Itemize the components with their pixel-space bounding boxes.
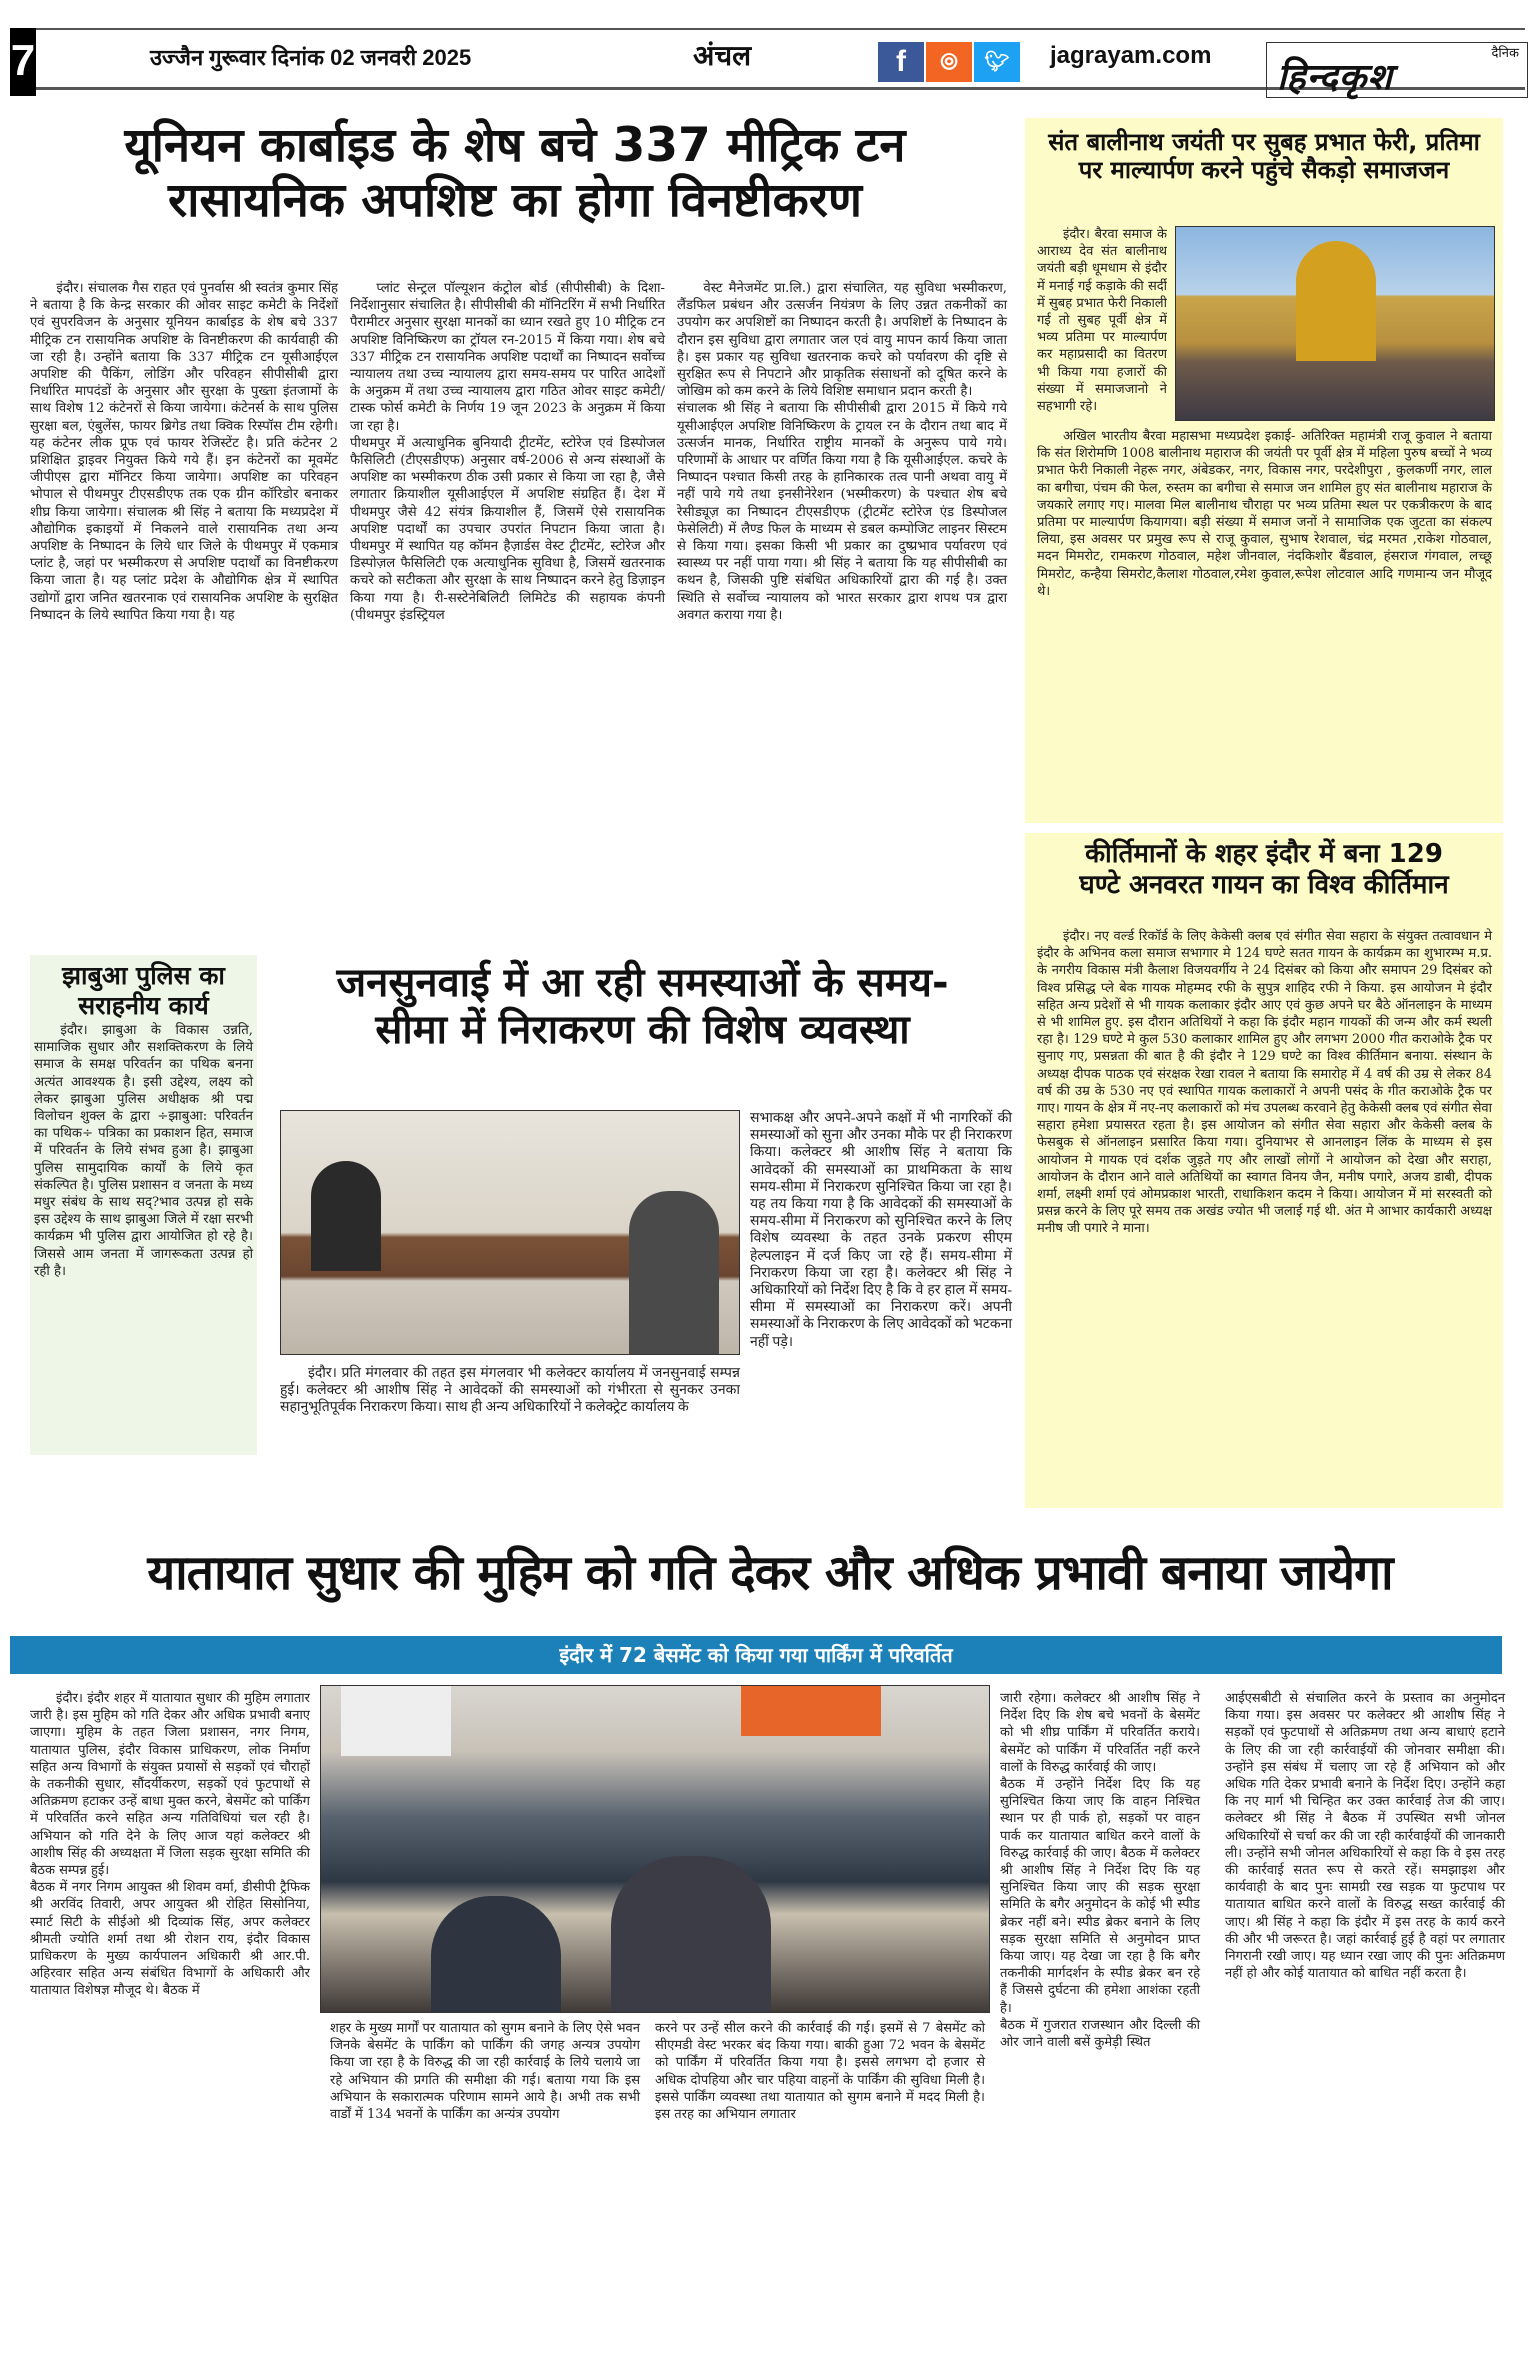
story1-col1-text: इंदौर। संचालक गैस राहत एवं पुनर्वास श्री स्वतंत्र कुमार सिंह ने बताया है कि केन्द्र सरकार की ओवर साइट कमेटी के निर्देशों एवं सुपरविजन के अनुसार यूनियन कार्बाइड के शेष बचे 337 मीट्रिक टन रासायनिक अपशिष्ट के विनष्टीकरण की कार्यवाही की जा रही है। उन्होंने बताया कि 337 मीट्रिक टन यूसीआईएल अपशिष्ट की पैकिंग, लोडिंग और परिवहन सीपीसीबी द्वारा निर्धारित मापदंडों के अनुसार और सुरक्षा के पुख्ता इंतजामों के साथ विशेष 12 कंटेनरों से किया जायेगा। कंटेनर्स के साथ पुलिस सुरक्षा बल, एंबुलेंस, फायर ब्रिगेड तथा क्विक रिस्पॉस टीम रहेगी। यह कंटेनर लीक प्रूफ एवं फायर रेजिस्टेंट है। प्रति कंटेनर 2 प्रशिक्षित ड्राइवर नियुक्त किये गये हैं। इन कंटेनरों का मूवमेंट जीपीएस द्वारा मॉनिटर किया जायेगा। अपशिष्ट का परिवहन भोपाल से पीथमपुर टीएसडीएफ तक एक ग्रीन कॉरिडोर बनाकर शीघ्र किया जायेगा। संचालक श्री सिंह ने बताया कि मध्यप्रदेश में औद्योगिक इकाइयों में निकलने वाले रासायनिक तथा अन्य अपशिष्ट के निष्पादन के लिये धार जिले के पीथमपुर में एकमात्र प्लांट है, जहां पर भस्मीकरण से अपशिष्ट पदार्थों का विनष्टीकरण किया जाता है। यह प्लांट प्रदेश के औद्योगिक क्षेत्र में स्थापित उद्योगों द्वारा जनित खतरनाक एवं रासायनिक अपशिष्ट के सुरक्षित निष्पादन के लिये स्थापित किया गया है। यह [30, 281, 338, 623]
person-shape [611, 1856, 771, 2013]
story6-col3 [655, 2020, 985, 2123]
story6-col3-text: करने पर उन्हें सील करने की कार्रवाई की गई। इसमें से 7 बेसमेंट को सीएमडी वेस्ट भरकर बंद किया गया। बाकी हुआ 72 भवन के बेसमेंट को पार्किंग में परिवर्तित किया गया है। इससे लगभग दो हजार से अधिक दोपहिया और चार पहिया वाहनों के पार्किंग की सुविधा मिली है। इससे पार्किंग व्यवस्था तथा यातायात को सुगम बनाने में मदद मिली है। इस तरह का अभियान लगातार [655, 2021, 985, 2123]
dateline: उज्जैन गुरूवार दिनांक 02 जनवरी 2025 [150, 45, 472, 70]
story5-bottom-text: इंदौर। प्रति मंगलवार की तहत इस मंगलवार भी कलेक्टर कार्यालय में जनसुनवाई सम्पन्न हुई। कलेक्टर श्री आशीष सिंह ने आवेदकों की समस्याओं को गंभीरता से सुनकर उनका सहानुभूतिपूर्वक निराकरण किया। साथ ही अन्य अधिकारियों ने कलेक्ट्रेट कार्यालय के [280, 1366, 740, 1416]
facebook-icon[interactable]: f [878, 42, 924, 82]
story1-headline-line1: यूनियन कार्बाइड के शेष बचे 337 मीट्रिक टन [124, 118, 906, 173]
story2-headline-line1: संत बालीनाथ जयंती पर सुबह प्रभात फेरी, प्रतिमा [1048, 128, 1480, 156]
story6-headline: यातायात सुधार की मुहिम को गति देकर और अधिक प्रभावी बनाया जायेगा [147, 1545, 1393, 1601]
story6-col2-text: शहर के मुख्य मार्गों पर यातायात को सुगम बनाने के लिए ऐसे भवन जिनके बेसमेंट के पार्किंग को पार्किंग की जगह अन्यत्र उपयोग किया जा रहा है के विरुद्ध की जा रही कार्रवाई के लिये चलाये जा रहे अभियान की प्रगति की समीक्षा की गई। बताया गया कि इस अभियान के सकारात्मक परिणाम सामने आये है। अभी तक सभी वार्डों में 134 भवनों के पार्किंग का अन्यंत्र उपयोग [330, 2021, 640, 2123]
story5-photo [280, 1110, 740, 1355]
story1-col3 [677, 280, 1007, 930]
story5-headline [270, 960, 1015, 1054]
story3-headline-line1: कीर्तिमानों के शहर इंदौर में बना 129 [1085, 839, 1443, 869]
story6-col4 [1000, 1690, 1200, 2051]
story6-photo [320, 1685, 990, 2013]
newspaper-logo [1266, 42, 1528, 98]
page-number: 7 [10, 28, 36, 96]
story6-col5-text: आईएसबीटी से संचालित करने के प्रस्ताव का अनुमोदन किया गया। इस अवसर पर कलेक्टर श्री आशीष सिंह ने सड़कों एवं फुटपाथों से अतिक्रमण तथा अन्य बाधाएं हटाने के लिए की जा रही कार्रवाईयों की जोनवार समीक्षा की। उन्होंने इस संबंध में चलाए जा रहे हैं अभियान को और अधिक गति देकर प्रभावी बनाने के निर्देश दिए। उन्होंने कहा कि नए मार्ग भी चिन्हित कर उक्त कार्रवाई तेज की जाए। कलेक्टर श्री सिंह ने बैठक में उपस्थित सभी जोनल अधिकारियों से चर्चा कर की जा रही कार्रवाईयों की जानकारी ली। उन्होंने सभी जोनल अधिकारियों से कहा कि वे इस तरह की कार्रवाई सतत रूप से करते रहें। समझाइश और कार्यवाही के बाद पुनः सामग्री रख सड़क या फुटपाथ पर यातायात बाधित करने वालों के विरुद्ध सख्त कार्रवाई की जाए। श्री सिंह ने कहा कि इंदौर में इस तरह के कार्य करने की और भी जरूरत है। जहां कार्रवाई हुई है वहां पर लगातार निगरानी रखी जाए। यह ध्यान रखा जाए की पुनः अतिक्रमण नहीं हो और कोई यातायात को बाधित नहीं करता है। [1225, 1691, 1505, 1982]
story3-headline [1025, 833, 1503, 900]
logo-prefix: दैनिक [1491, 46, 1519, 61]
story5-side [750, 1110, 1012, 1351]
logo-name: हिन्दकृश [1277, 57, 1393, 98]
story2-box [1025, 118, 1503, 823]
screen-shape [341, 1686, 451, 1756]
story3-body-text: इंदौर। नए वर्ल्ड रिकॉर्ड के लिए केकेसी क्लब एवं संगीत सेवा सहारा के संयुक्त तत्वावधान मे इंदौर के अभिनव कला समाज सभागार मे 124 घण्टे सतत गायन के कार्यक्रम का शुभारम्भ म.प्र. के नगरीय विकास मंत्री कैलाश विजयवर्गीय ने 24 दिसंबर को किया और समापन 29 दिसंबर को विश्व प्रसिद्ध प्ले बेक गायक मोहम्मद रफी के सुपुत्र शाहिद रफी ने किया. इस आयोजन मे इंदौर सहित अन्य प्रदेशों से भी गायक कलाकार इंदौर आए एवं कुछ अपने घर बैठे ऑनलाइन के माध्यम से भी शामिल हुए. इस दौरान अतिथियों ने कहा कि इंदौर महान गायकों की जन्म और कर्म स्थली रहा है। 129 घण्टे मे कुल 530 कलाकार शामिल हुए और लगभग 2000 गीत कराओके ट्रैक पर सुनाए गए, प्रसन्नता की बात है की इंदौर ने 129 घण्टे का विश्व कीर्तिमान बनाया. संस्थान के अध्यक्ष दीपक पाठक एवं संरक्षक रेखा रावल ने बताया कि समारोह में 4 वर्ष की उम्र से लेकर 84 वर्ष की उम्र के 530 नए एवं स्थापित गायक कलाकारों ने अपनी पसंद के गीत कराओके ट्रैक पर गाए। गायन के क्षेत्र में नए-नए कलाकारों को मंच उपलब्ध करवाने हेतु केकेसी क्लब एवं संगीत सेवा सहारा हमेशा प्रयासरत रहता है। इस आयोजन को संगीत सेवा सहारा और केकेसी क्लब के फेसबुक से ऑनलाइन प्रसारित किया गया। दुनियाभर से आनलाइन लिंक के माध्यम से इस आयोजन मे गायक एवं दर्शक जुड़ते गए और लाखों लोगों ने आयोजन को देखा और सराहा, आयोजन के दौरान आने वाले अतिथियों का स्वागत विनय जैन, मनीष पगारे, अजय डाबी, दीपक शर्मा, लक्ष्मी शर्मा एवं ओमप्रकाश भारती, राधाकिशन कदम ने किया। आयोजन में मां सरस्वती को प्रसन्न करने के लिए पूरे समय तक अखंड ज्योत भी जलाई गई थी. अंत मे आभार कार्यकारी अध्यक्ष मनीष जी पगारे ने माना। [1037, 929, 1492, 1237]
story3-box [1025, 833, 1503, 1508]
story1-headline-line2: रासायनिक अपशिष्ट का होगा विनष्टीकरण [168, 173, 862, 229]
story2-body [1037, 428, 1492, 600]
story5-headline-line2: सीमा में निराकरण की विशेष व्यवस्था [375, 1007, 910, 1054]
story4-headline-line2: सराहनीय कार्य [78, 990, 209, 1020]
story1-col2 [350, 280, 665, 930]
rss-icon[interactable]: ⦾ [926, 42, 972, 82]
story4-body [30, 1020, 257, 1282]
statue-shape [1296, 241, 1376, 361]
story4-box [30, 955, 257, 1455]
story6-col1-text: इंदौर। इंदौर शहर में यातायात सुधार की मुहिम लगातार जारी है। इस मुहिम को गति देकर और अधिक प्रभावी बनाए जाएगा। मुहिम के तहत जिला प्रशासन, नगर निगम, यातायात पुलिस, इंदौर विकास प्राधिकरण, लोक निर्माण सहित अन्य विभागों के संयुक्त प्रयासों से सड़कों एवं चौराहों के तकनीकी सुधार, सौंदर्यीकरण, सड़कों एवं फुटपाथों से अतिक्रमण हटाकर उन्हें बाधा मुक्त करने, बेसमेंट को पार्किंग में परिवर्तित करने सहित अन्य गतिविधियां चल रही है। अभियान को गति देने के लिए आज यहां कलेक्टर श्री आशीष सिंह की अध्यक्षता में जिला सड़क सुरक्षा समिति की बैठक सम्पन्न हुई। बैठक में नगर निगम आयुक्त श्री शिवम वर्मा, डीसीपी ट्रैफिक श्री अरविंद तिवारी, अपर आयुक्त श्री रोहित सिसोनिया, स्मार्ट सिटी के सीईओ श्री दिव्यांक सिंह, अपर कलेक्टर श्रीमती ज्योति शर्मा तथा श्री रोशन राय, इंदौर विकास प्राधिकरण के मुख्य कार्यपालन अधिकारी श्री आर.पी. अहिरवार सहित अन्य संबंधित विभागों के अधिकारी और यातायात विशेषज्ञ मौजूद थे। बैठक में [30, 1691, 310, 1999]
person-shape [431, 1896, 561, 2013]
story4-headline [30, 955, 257, 1020]
story3-body [1037, 928, 1492, 1238]
story1-col1 [30, 280, 338, 930]
story1-headline [20, 118, 1010, 229]
story2-intro-text: इंदौर। बैरवा समाज के आराध्य देव संत बालीनाथ जयंती बड़ी धूमधाम से इंदौर में मनाई गई कड़ाके की सर्दी में सुबह प्रभात फेरी निकाली गई तो सुबह पूर्वी क्षेत्र में भव्य प्रतिमा पर माल्यार्पण कर महाप्रसादी का वितरण भी किया गया हजारों की संख्या में समाजजानो ने सहभागी रहे। [1037, 227, 1167, 415]
story6-col2 [330, 2020, 640, 2123]
story1-col3-text: वेस्ट मैनेजमेंट प्रा.लि.) द्वारा संचालित, यह सुविधा भस्मीकरण, लैंडफिल प्रबंधन और उत्सर्जन नियंत्रण के लिए उन्नत तकनीकों का उपयोग कर अपशिष्टों का निष्पादन करती है। अपशिष्टों के निष्पादन के दौरान इस सुविधा द्वारा लगातार जल एवं वायु मापन कार्य किया जाता है। इस प्रकार यह सुविधा खतरनाक कचरे को पर्यावरण की दृष्टि से सुरक्षित रूप से निपटाने और प्राकृतिक संसाधनों को दूषित करने के जोखिम को कम करने के लिये विशिष्ट समाधान प्रदान करती है। संचालक श्री सिंह ने बताया कि सीपीसीबी द्वारा 2015 में किये गये यूसीआईएल अपशिष्ट विनिष्किरण के ट्रायल रन के दौरान तथा बाद में उत्सर्जन मानक, निर्धारित राष्ट्रीय मानकों के अनुरूप पाये गये। परिणामों के आधार पर वर्णित किया गया है कि यूसीआईएल. कचरे के निष्पादन पश्चात किसी तरह के हानिकारक तत्व पानी अथवा वायु में नहीं पाये गये तथा इनसीनेरेशन (भस्मीकरण) के पश्चात शेष बचे रेसीड्यूज़ का निष्पादन टीएसडीएफ (ट्रीटमेंट स्टोरेज एंड डिस्पोजल फेसेलिटी) में लैण्ड फिल के माध्यम से डबल कम्पोजिट लाइनर सिस्टम से किया गया। इसका किसी भी प्रकार का दुष्प्रभाव पर्यावरण एवं स्वास्थ्य पर नहीं पाया गया। श्री सिंह ने बताया कि यह सीपीसीबी का कथन है, जिसकी पुष्टि संबंधित अधिकारियों द्वारा की गई है। उक्त स्थिति से सर्वोच्च न्यायालय को भारत सरकार द्वारा शपथ पत्र द्वारा अवगत कराया गया है। [677, 281, 1007, 623]
story6-col1 [30, 1690, 310, 2000]
story4-body-text: इंदौर। झाबुआ के विकास उन्नति, सामाजिक सुधार और सशक्तिकरण के लिये समाज के समक्ष परिवर्तन का पथिक बनना अत्यंत आवश्यक है। इसी उद्देश्य, लक्ष्य को लेकर झाबुआ पुलिस अधीक्षक श्री पद्म विलोचन शुक्ल के द्वारा ÷झाबुआ: परिवर्तन का पथिक÷ पत्रिका का प्रकाशन हित, समाज में परिवर्तन के लिये संभव हुआ है। झाबुआ पुलिस सामुदायिक कार्यों के लिये कृत संकल्पित है। पुलिस प्रशासन व जनता के मध्य मधुर संबंध के साथ सद्?भाव उत्पन्न हो सके इस उद्देश्य के साथ झाबुआ जिले में रक्षा सरभी कार्यक्रम भी पुलिस द्वारा आयोजित हो रहे है। जिससे आम जनता में जागरूकता उत्पन्न हो रही है। [34, 1023, 253, 1279]
website-link[interactable]: jagrayam.com [1050, 42, 1212, 69]
story6-col5 [1225, 1690, 1505, 1982]
story4-headline-line1: झाबुआ पुलिस का [62, 961, 225, 990]
story3-headline-line2: घण्टे अनवरत गायन का विश्व कीर्तिमान [1079, 869, 1449, 900]
story2-photo [1175, 226, 1495, 421]
story2-headline-line2: पर माल्यार्पण करने पहुंचे सैकड़ो समाजजन [1078, 156, 1450, 185]
story6-col4-text: जारी रहेगा। कलेक्टर श्री आशीष सिंह ने निर्देश दिए कि शेष बचे भवनों के बेसमेंट को भी शीघ्र पार्किंग में परिवर्तित कराये। बेसमेंट को पार्किंग में परिवर्तित नहीं करने वालों के विरुद्ध कार्रवाई की जाए। बैठक में उन्होंने निर्देश दिए कि यह सुनिश्चित किया जाए कि वाहन निश्चित स्थान पर ही पार्क हो, सड़कों पर वाहन पार्क कर यातायात बाधित करने वालों के विरुद्ध कार्रवाई की जाए। बैठक में कलेक्टर श्री आशीष सिंह ने निर्देश दिए कि यह सुनिश्चित किया जाए की सड़क सुरक्षा समिति के बगैर अनुमोदन के कोई भी स्पीड ब्रेकर नहीं बने। स्पीड ब्रेकर बनाने के लिए सड़क सुरक्षा समिति से अनुमोदन प्राप्त किया जाए। यह देखा जा रहा है कि बगैर तकनीकी मार्गदर्शन के स्पीड ब्रेकर बन रहे हैं जिससे दुर्घटना की हमेशा आशंका रहती है। बैठक में गुजरात राजस्थान और दिल्ली की ओर जाने वाली बसें कुमेड़ी स्थित [1000, 1691, 1200, 2051]
orange-wall-panel [741, 1686, 881, 1736]
story2-intro [1037, 226, 1167, 421]
story5-side-text: सभाकक्ष और अपने-अपने कक्षों में भी नागरिकों की समस्याओं को सुना और उनका मौके पर ही निराकरण किया। कलेक्टर श्री आशीष सिंह ने बताया कि आवेदकों की समस्याओं का प्राथमिकता के साथ समय-सीमा में निराकरण सुनिश्चित किया जा रहा है। यह तय किया गया है कि आवेदकों की समस्याओं के समय-सीमा में निराकरण को सुनिश्चित करने के लिए विशेष व्यवस्था के तहत उनके प्रकरण सीएम हेल्पलाइन में दर्ज किए जा रहे हैं। समय-सीमा में निराकरण किया जा रहा है। कलेक्टर श्री सिंह ने अधिकारियों को निर्देश दिए है कि वे हर हाल में समय-सीमा में समस्याओं का निराकरण करें। अपनी समस्याओं के निराकरण के लिए आवेदकों को भटकना नहीं पड़े। [750, 1111, 1012, 1350]
story6-subheadline: इंदौर में 72 बेसमेंट को किया गया पार्किंग में परिवर्तित [10, 1636, 1502, 1674]
twitter-icon[interactable]: 🐦︎ [974, 42, 1020, 82]
story5-headline-line1: जनसुनवाई में आ रही समस्याओं के समय- [336, 960, 949, 1006]
story1-col2-text: प्लांट सेन्ट्रल पॉल्यूशन कंट्रोल बोर्ड (सीपीसीबी) के दिशा-निर्देशानुसार संचालित है। सीपीसीबी की मॉनिटरिंग में सभी निर्धारित पैरामीटर अनुसार सुरक्षा मानकों का ध्यान रखते हुए 10 मीट्रिक टन अपशिष्ट विनिष्किरण का ट्रॉयल रन-2015 में किया गया। शेष बचे 337 मीट्रिक टन रासायनिक अपशिष्ट पदार्थों का निष्पादन सर्वोच्च न्यायालय तथा उच्च न्यायालय द्वारा समय-समय पर पारित आदेशों के अनुक्रम में तथा उच्च न्यायालय द्वारा गठित ओवर साइट कमेटी/टास्क फोर्स कमेटी के निर्णय 19 जून 2023 के अनुक्रम में किया जा रहा है। पीथमपुर में अत्याधुनिक बुनियादी ट्रीटमेंट, स्टोरेज एवं डिस्पोजल फैसिलिटी (टीएसडीएफ) अनुसार वर्ष-2006 से अन्य संस्थाओं के अपशिष्ट का भस्मीकरण ठीक उसी प्रकार से किया जा रहा है, जैसे लगातार क्रियाशील यूसीआईएल में अपशिष्ट संग्रहित हैं। देश में पीथमपुर जैसे 42 संयंत्र क्रियाशील हैं, जिसमें ऐसे रासायनिक अपशिष्ट पदार्थों का उपचार उपरांत निपटान किया जाता है। पीथमपुर में स्थापित यह कॉमन हैज़ार्डस वेस्ट ट्रीटमेंट, स्टोरेज और डिस्पोज़ल फैसिलिटी एक अत्याधुनिक सुविधा है, जिसमें खतरनाक कचरे को सटीकता और सुरक्षा के साथ निष्पादन करने हेतु डिज़ाइन किया गया है। री-सस्टेनेबिलिटी लिमिटेड की सहायक कंपनी (पीथमपुर इंडस्ट्रियल [350, 281, 665, 623]
story2-headline [1025, 118, 1503, 185]
story5-bottom [280, 1365, 740, 1417]
person-shape [629, 1191, 719, 1355]
story2-body-text: अखिल भारतीय बैरवा महासभा मध्यप्रदेश इकाई- अतिरिक्त महामंत्री राजू कुवाल ने बताया कि संत शिरोमणि 1008 बालीनाथ महाराज की जयंती पर पूर्वी क्षेत्र में महिला पुरुष बच्चों ने भव्य प्रभात फेरी निकाली नेहरू नगर, अंबेडकर, नगर, विकास नगर, परदेशीपुरा , कुलकर्णी नगर, लाल का बगीचा, पंचम की फेल, रुस्तम का बगीचा से समाज जन शामिल हुए संत बालीनाथ महाराज के जयकारे लगाए गए। मालवा मिल बालीनाथ चौराहा पर भव्य प्रतिमा स्थल पर एकत्रीकरण के बाद प्रतिमा पर माल्यार्पण कियागया। बड़ी संख्या में समाज जनों ने सामाजिक एक जुटता का संकल्प लिया, इस अवसर पर प्रमुख रूप से राजू कुवाल, सुभाष रेशवाल, चंद्र मरमत ,राकेश गोठवाल, मदन मिमरोट, रामकरण गोठवाल, महेश जीनवाल, नंदकिशोर बैंडवाल, हंसराज गंगवाल, लच्छू मिमरोट, कन्हैया सिमरोट,कैलाश गोठवाल,रमेश कुवाल,रूपेश लोटवाल आदि गणमान्य जन मौजूद थे। [1037, 429, 1492, 599]
section-name: अंचल [693, 39, 752, 72]
person-shape [311, 1161, 381, 1271]
social-icons [878, 42, 1020, 82]
